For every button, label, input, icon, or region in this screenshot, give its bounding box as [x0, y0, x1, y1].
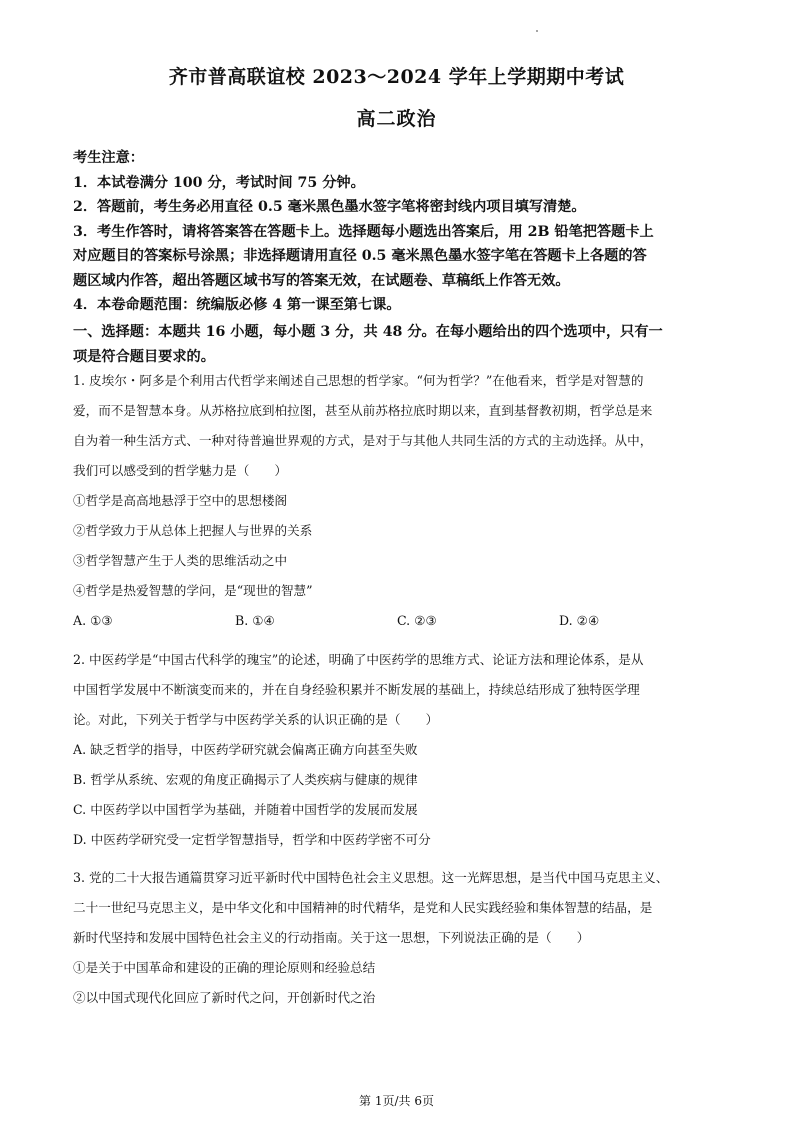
- question-3: [73, 863, 728, 1013]
- question-text-line: 新时代坚持和发展中国特色社会主义的行动指南。关于这一思想，下列说法正确的是（ ）: [73, 930, 590, 945]
- question-text-line: 1. 皮埃尔・阿多是个利用古代哲学来阐述自己思想的哲学家。“何为哲学？”在他看来，哲学是对智慧的: [73, 373, 644, 388]
- page-number: 第 1页/共 6页: [359, 1094, 434, 1108]
- option-a: A. 缺乏哲学的指导，中医药学研究就会偏离正确方向甚至失败: [73, 742, 418, 757]
- section-heading: [73, 320, 723, 369]
- option-b: B. ①④: [235, 613, 275, 628]
- exam-title: 齐市普高联谊校 2023～2024 学年上学期期中考试: [168, 66, 625, 88]
- section-line: 项是符合题目要求的。: [73, 348, 215, 365]
- option-a: A. ①③: [73, 613, 113, 628]
- statement-1: ①是关于中国革命和建设的正确的理论原则和经验总结: [73, 960, 376, 975]
- statement-2: ②以中国式现代化回应了新时代之问，开创新时代之治: [73, 990, 376, 1005]
- scan-dot: [536, 30, 538, 32]
- question-text-line: 我们可以感受到的哲学魅力是（ ）: [73, 463, 288, 478]
- question-text-line: 2. 中医药学是“中国古代科学的瑰宝”的论述，明确了中医药学的思维方式、论证方法和理论体系，是从: [73, 652, 644, 667]
- statement-3: ③哲学智慧产生于人类的思维活动之中: [73, 553, 288, 568]
- question-text-line: 3. 党的二十大报告通篇贯穿习近平新时代中国特色社会主义思想。这一光辉思想，是当代中国马克思主义、: [73, 870, 669, 885]
- statement-2: ②哲学致力于从总体上把握人与世界的关系: [73, 523, 313, 538]
- question-text-line: 自为着一种生活方式、一种对待普遍世界观的方式，是对于与其他人共同生活的方式的主动选择。从中，: [73, 433, 653, 448]
- option-c: C. 中医药学以中国哲学为基础，并随着中国哲学的发展而发展: [73, 802, 418, 817]
- notice-item: 3．考生作答时，请将答案答在答题卡上。选择题每小题选出答案后，用 2B 铅笔把答题卡上: [73, 223, 654, 240]
- notice-heading: 考生注意：: [73, 150, 144, 166]
- option-d: D. ②④: [559, 613, 600, 628]
- notice-item: 1．本试卷满分 100 分，考试时间 75 分钟。: [73, 174, 365, 191]
- option-c: C. ②③: [397, 613, 437, 628]
- question-text-line: 中国哲学发展中不断演变而来的，并在自身经验积累并不断发展的基础上，持续总结形成了独特医学理: [73, 682, 640, 697]
- question-2: [73, 645, 728, 855]
- notice-item: 题区域内作答，超出答题区域书写的答案无效，在试题卷、草稿纸上作答无效。: [73, 272, 570, 289]
- question-text-line: 爱，而不是智慧本身。从苏格拉底到柏拉图，甚至从前苏格拉底时期以来，直到基督教初期，哲学总是来: [73, 403, 653, 418]
- question-text-line: 论。对此，下列关于哲学与中医药学关系的认识正确的是（ ）: [73, 712, 439, 727]
- statement-1: ①哲学是高高地悬浮于空中的思想楼阁: [73, 493, 288, 508]
- notice-item: 2．答题前，考生务必用直径 0.5 毫米黑色墨水签字笔将密封线内项目填写清楚。: [73, 199, 586, 215]
- option-b: B. 哲学从系统、宏观的角度正确揭示了人类疾病与健康的规律: [73, 772, 418, 787]
- question-1: [73, 366, 728, 636]
- candidate-notice: [73, 146, 723, 318]
- exam-subject: 高二政治: [356, 108, 437, 130]
- notice-item: 对应题目的答案标号涂黑；非选择题请用直径 0.5 毫米黑色墨水签字笔在答题卡上各题的答: [73, 248, 647, 264]
- section-line: 一、选择题：本题共 16 小题，每小题 3 分，共 48 分。在每小题给出的四个选项中，只有一: [73, 324, 663, 340]
- notice-item: 4．本卷命题范围：统编版必修 4 第一课至第七课。: [73, 297, 401, 313]
- question-text-line: 二十一世纪马克思主义，是中华文化和中国精神的时代精华，是党和人民实践经验和集体智慧的结晶，是: [73, 900, 653, 915]
- statement-4: ④哲学是热爱智慧的学问，是“现世的智慧”: [73, 583, 313, 598]
- answer-options: [73, 606, 728, 636]
- option-d: D. 中医药学研究受一定哲学智慧指导，哲学和中医药学密不可分: [73, 832, 431, 847]
